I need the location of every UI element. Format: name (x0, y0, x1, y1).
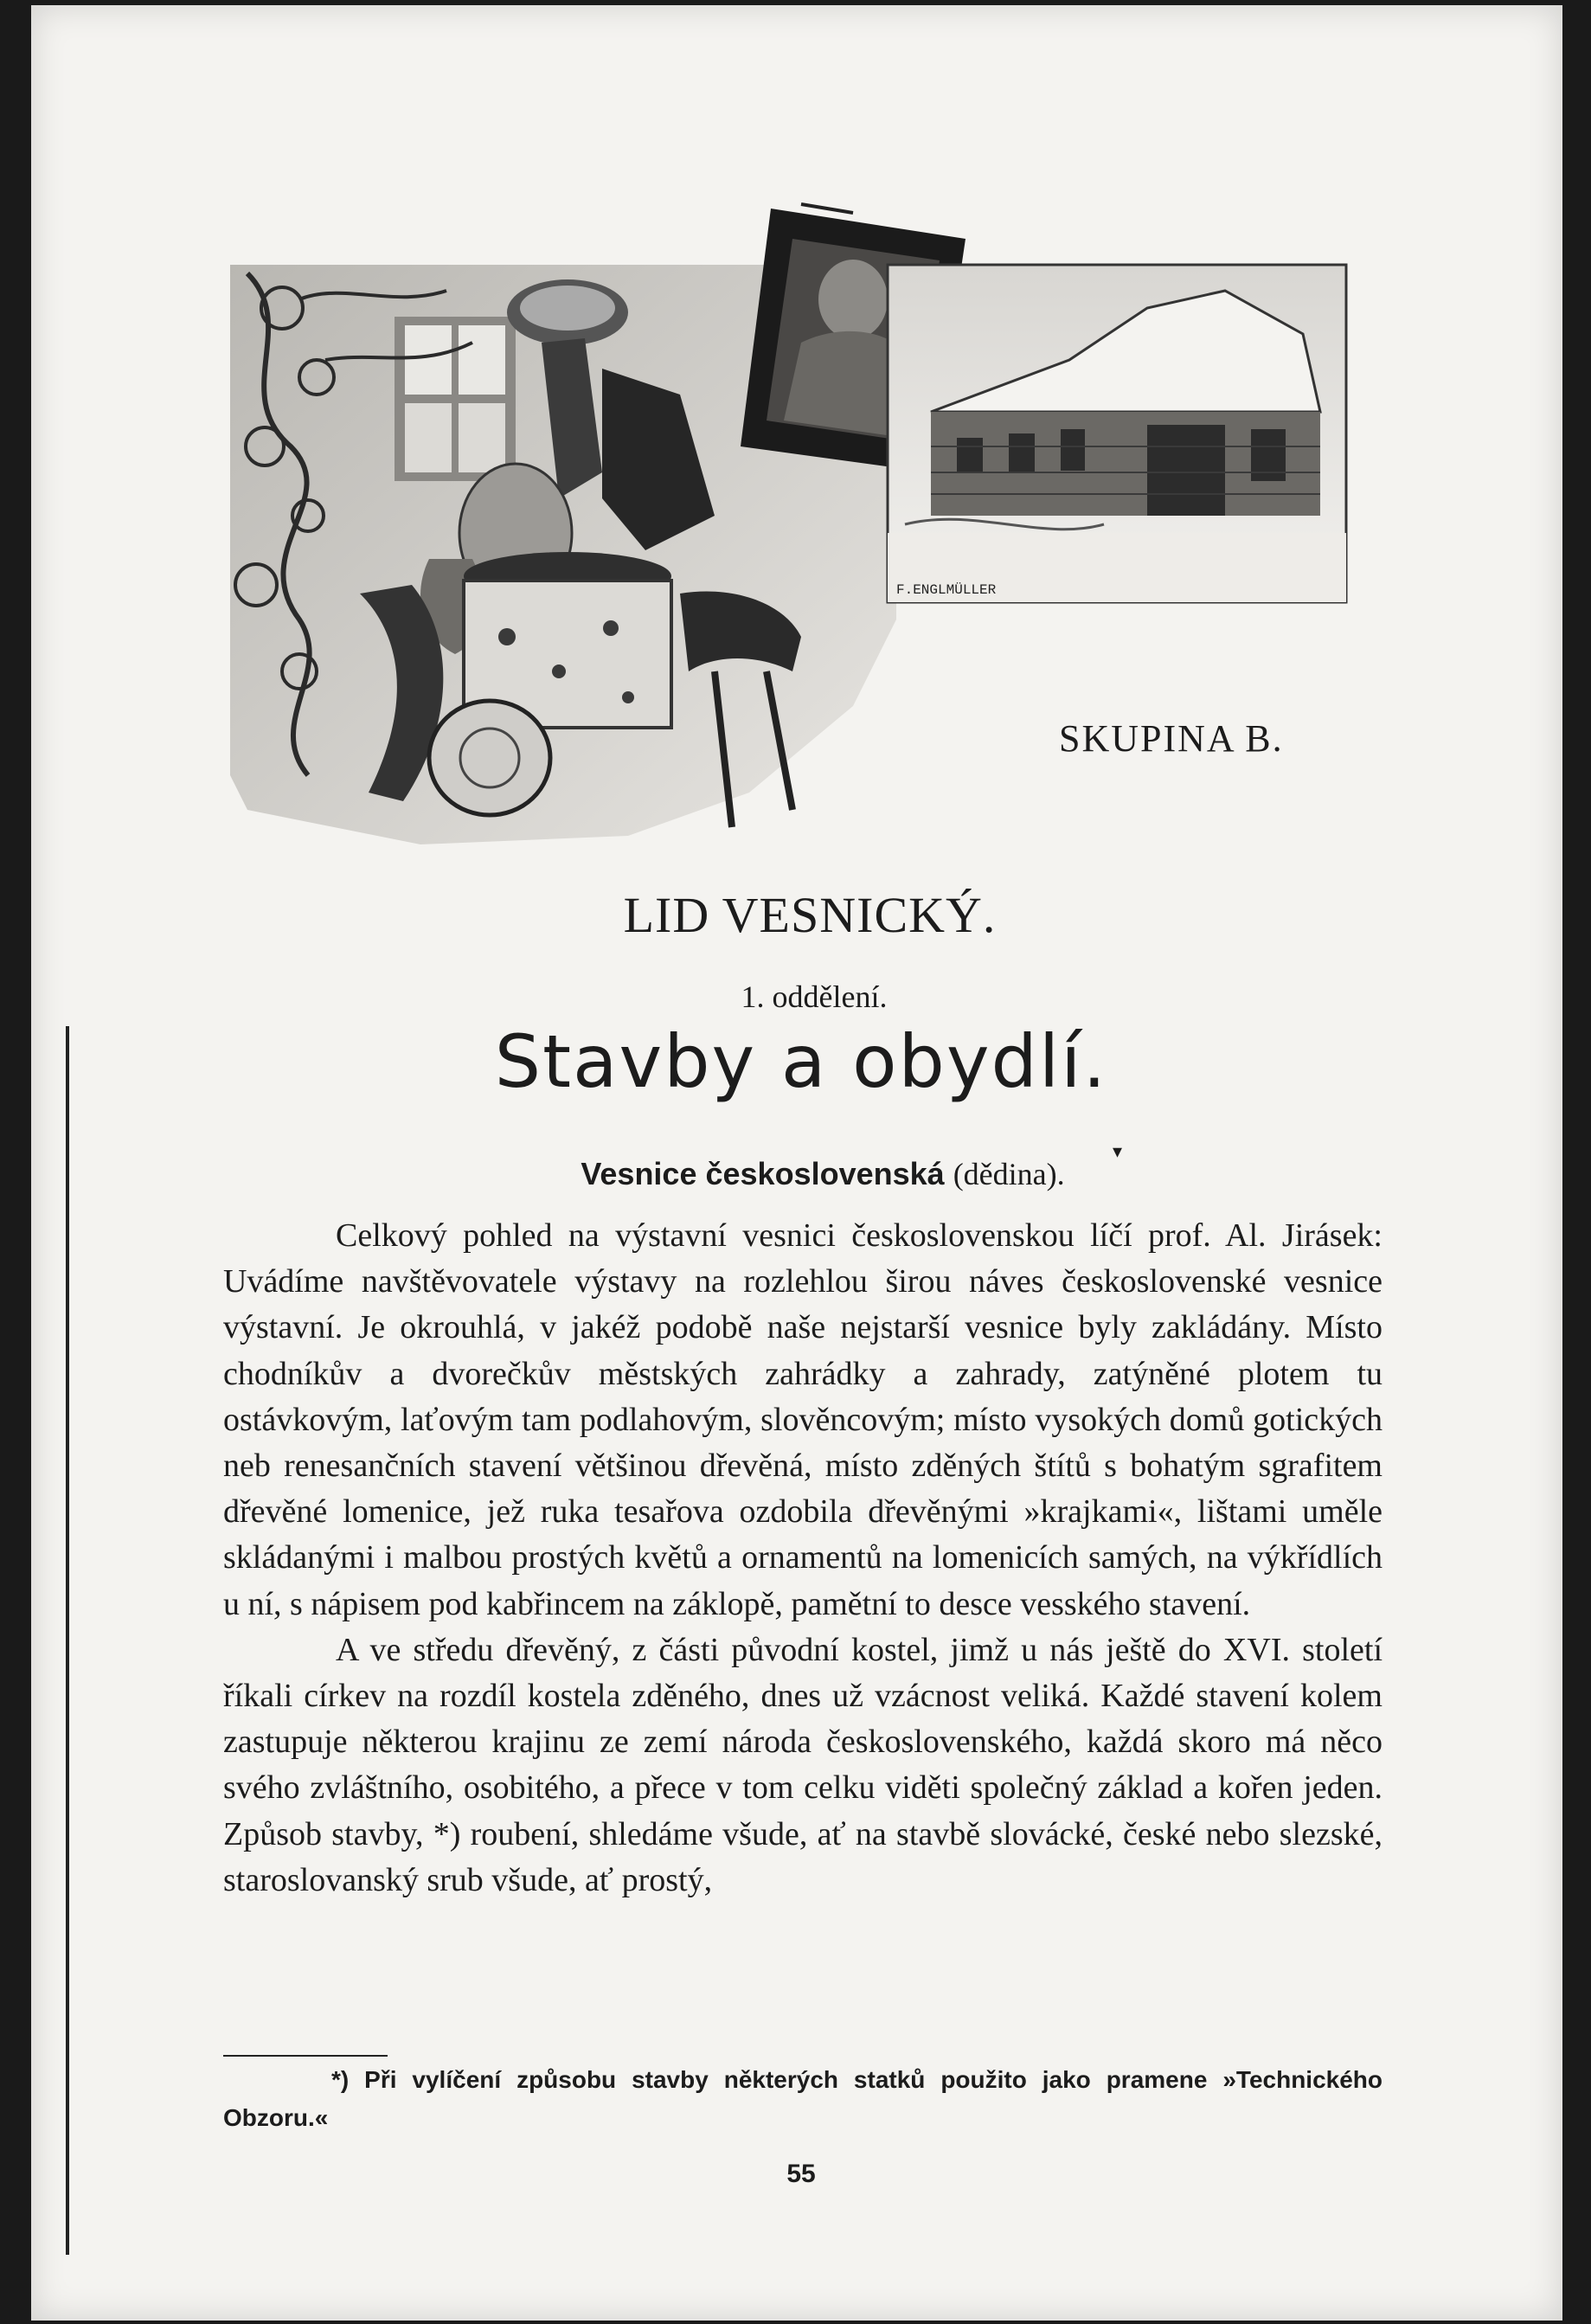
subheading-paren: (dědina). (953, 1157, 1065, 1191)
book-page (31, 5, 1562, 2321)
division-label: 1. oddělení. (741, 979, 888, 1014)
body-text (223, 1213, 1383, 1903)
group-title: LID VESNICKÝ. (623, 887, 997, 943)
header-illustration (196, 187, 1372, 862)
village-house-picture (888, 265, 1346, 602)
subheading-bold: Vesnice československá (581, 1156, 945, 1191)
paragraph: A ve středu dřevěný, z části původní kostel, jimž u nás ještě do XVI. století říkali církev na rozdíl kostela zděného, dnes už vzácnost veliká. Každé stavení kolem zastupuje některou krajinu ze zemí národa československého, každá skoro má něco svého zvláštního, osobitého, a přece v tom celku viděti společný základ a kořen jeden. Způsob stavby, *) roubení, shledáme všude, ať na stavbě slovácké, české nebo slezské, staroslovanský srub všude, ať prostý, (223, 1631, 1383, 1898)
section-label: SKUPINA B. (1059, 717, 1284, 760)
binding-rule (66, 1026, 69, 2255)
illustration-signature: F.ENGLMÜLLER (896, 582, 997, 598)
chapter-title: Stavby a obydlí. (494, 1019, 1108, 1104)
footnote-text: *) Při vylíčení způsobu stavby některých statků použito jako pramene »Technického Obzoru.« (223, 2066, 1383, 2131)
footnote (223, 2061, 1383, 2137)
paragraph: Celkový pohled na výstavní vesnici československou líčí prof. Al. Jirásek: Uvádíme navštěvovatele výstavy na rozlehlou širou náves československé vesnice výstavní. Je okrouhlá, v jakéž podobě naše nejstarší vesnice byly zakládány. Místo chodníkův a dvorečkův městských zahrádky a zahrady, zatýněné plotem tu ostávkovým, laťovým tam podlahovým, slověncovým; místo vysokých domů gotických neb renesančních stavení většinou dřevěná, místo zděných štítů s bohatým sgrafitem dřevěné lomenice, jež ruka tesařova ozdobila dřevěnými »krajkami«, lištami uměle skládanými i malbou prostých květů a ornamentů na lomenicích samých, na výkřídlích u ní, s nápisem pod kabřincem na záklopě, pamětní to desce vesského stavení. (223, 1217, 1383, 1622)
subheading (31, 1156, 1571, 1192)
ornament-mark: ▾ (1113, 1140, 1123, 1162)
footnote-divider (223, 2055, 388, 2057)
page-number: 55 (786, 2160, 816, 2188)
